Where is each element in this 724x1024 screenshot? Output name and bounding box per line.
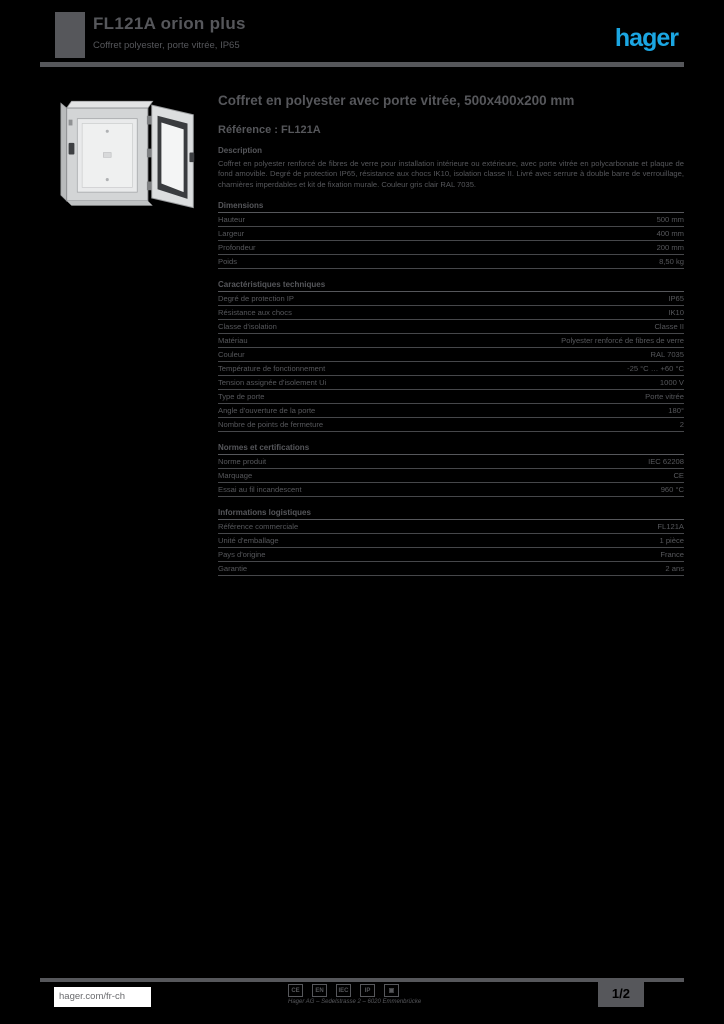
spec-row [218, 483, 684, 497]
spec-group [218, 201, 684, 269]
class2-insulation-icon: ▣ [384, 984, 399, 997]
spec-value: Porte vitrée [645, 392, 684, 402]
page-indicator: 1/2 [598, 980, 644, 1007]
spec-value: 180° [668, 406, 684, 416]
spec-table [218, 201, 684, 576]
spec-group [218, 443, 684, 497]
spec-label: Tension assignée d'isolement Ui [218, 378, 327, 388]
spec-row [218, 455, 684, 469]
description-label: Description [218, 146, 263, 155]
spec-value: Classe II [654, 322, 684, 332]
spec-row [218, 306, 684, 320]
ip-rating-icon: IP [360, 984, 375, 997]
spec-value: IK10 [668, 308, 684, 318]
spec-value: IEC 62208 [648, 457, 684, 467]
product-photo [57, 92, 202, 214]
spec-row [218, 241, 684, 255]
spec-row [218, 362, 684, 376]
spec-row [218, 292, 684, 306]
spec-label: Type de porte [218, 392, 265, 402]
spec-label: Largeur [218, 229, 245, 239]
spec-label: Classe d'isolation [218, 322, 277, 332]
spec-label: Norme produit [218, 457, 267, 467]
spec-row [218, 390, 684, 404]
spec-row [218, 418, 684, 432]
spec-label: Pays d'origine [218, 550, 266, 560]
spec-row [218, 255, 684, 269]
ce-mark-icon: CE [288, 984, 303, 997]
spec-group [218, 280, 684, 432]
spec-value: RAL 7035 [650, 350, 684, 360]
spec-value: 8,50 kg [659, 257, 684, 267]
spec-row [218, 334, 684, 348]
spec-value: FL121A [657, 522, 684, 532]
certification-icons [288, 984, 518, 997]
enec-mark-icon: EN [312, 984, 327, 997]
spec-row [218, 320, 684, 334]
spec-row [218, 404, 684, 418]
datamatrix-code [55, 12, 85, 58]
spec-label: Hauteur [218, 215, 246, 225]
spec-label: Garantie [218, 564, 248, 574]
spec-row [218, 562, 684, 576]
company-address: Hager AG – Sedelstrasse 2 – 6020 Emmenbrücke [288, 999, 422, 1005]
spec-row [218, 469, 684, 483]
spec-value: 500 mm [656, 215, 684, 225]
spec-label: Référence commerciale [218, 522, 299, 532]
spec-label: Température de fonctionnement [218, 364, 326, 374]
spec-value: 2 ans [665, 564, 684, 574]
spec-group-title: Normes et certifications [218, 443, 684, 455]
spec-row [218, 227, 684, 241]
spec-row [218, 520, 684, 534]
spec-label: Angle d'ouverture de la porte [218, 406, 316, 416]
spec-label: Résistance aux chocs [218, 308, 292, 318]
header-reference: FL121A orion plus [93, 14, 246, 33]
page-header [40, 12, 684, 67]
spec-value: 2 [679, 420, 684, 430]
spec-label: Profondeur [218, 243, 256, 253]
product-description: Coffret en polyester renforcé de fibres de verre pour installation intérieure ou extérieure, avec porte vitrée en polycarbonate et plaque de fond amovible. Degré de protection IP65, résistance aux chocs IK10, isolation classe II. Livré avec serrure à double barre de verrouillage, charnières imperdables et kit de fixation murale. Couleur gris clair RAL 7035. [218, 159, 684, 189]
header-divider [40, 62, 684, 67]
spec-value: IP65 [668, 294, 684, 304]
spec-group-title: Informations logistiques [218, 508, 684, 520]
spec-label: Degré de protection IP [218, 294, 294, 304]
website-link[interactable]: hager.com/fr-ch [54, 987, 151, 1007]
spec-value: 1 pièce [659, 536, 684, 546]
header-subtitle: Coffret polyester, porte vitrée, IP65 [93, 40, 240, 51]
spec-label: Essai au fil incandescent [218, 485, 302, 495]
page-footer [40, 978, 684, 1016]
spec-value: Polyester renforcé de fibres de verre [561, 336, 684, 346]
spec-row [218, 534, 684, 548]
spec-value: France [660, 550, 684, 560]
spec-row [218, 376, 684, 390]
iec-mark-icon: IEC [336, 984, 351, 997]
spec-value: 200 mm [656, 243, 684, 253]
spec-group-title: Caractéristiques techniques [218, 280, 684, 292]
spec-label: Poids [218, 257, 237, 267]
spec-value: 960 °C [660, 485, 684, 495]
hager-logo: hager [614, 24, 678, 52]
product-reference: Référence : FL121A [218, 124, 321, 136]
product-section [57, 92, 684, 576]
spec-label: Matériau [218, 336, 248, 346]
spec-label: Nombre de points de fermeture [218, 420, 324, 430]
spec-value: 1000 V [659, 378, 684, 388]
spec-group-title: Dimensions [218, 201, 684, 213]
spec-label: Unité d'emballage [218, 536, 279, 546]
spec-row [218, 548, 684, 562]
spec-value: CE [673, 471, 684, 481]
product-title: Coffret en polyester avec porte vitrée, 500x400x200 mm [218, 93, 575, 108]
spec-row [218, 213, 684, 227]
spec-group [218, 508, 684, 576]
spec-value: 400 mm [656, 229, 684, 239]
spec-value: -25 °C … +60 °C [627, 364, 684, 374]
spec-row [218, 348, 684, 362]
spec-label: Marquage [218, 471, 253, 481]
spec-label: Couleur [218, 350, 245, 360]
